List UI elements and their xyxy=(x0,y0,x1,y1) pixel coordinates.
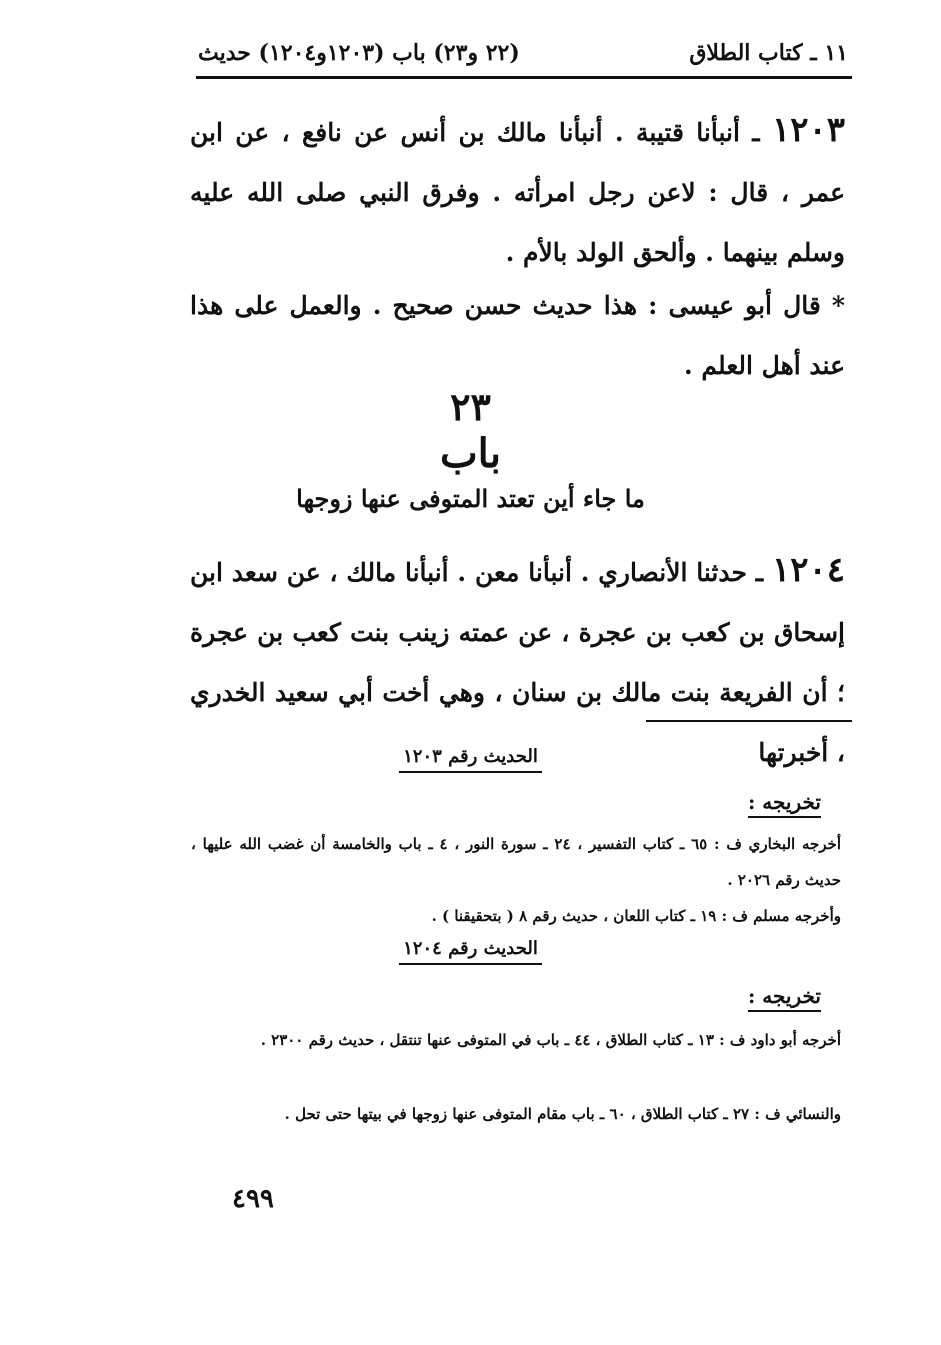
header-chapter: ١١ ـ كتاب الطلاق xyxy=(689,40,848,66)
page-number: ٤٩٩ xyxy=(232,1184,274,1214)
footnote-heading-text: الحديث رقم ١٢٠٣ xyxy=(399,746,542,773)
takhrij-label: تخريجه : xyxy=(748,984,821,1012)
running-header xyxy=(198,38,848,72)
chapter-bab: باب xyxy=(440,430,501,477)
hadith-number: ١٢٠٤ xyxy=(771,550,845,590)
footnote-line: أخرجه البخاري ف : ٦٥ ـ كتاب التفسير ، ٢٤ ـ سورة النور ، ٤ ـ باب والخامسة أن غضب الله عليها ، حديث رقم ٢٠٢٦ . xyxy=(191,835,841,889)
hadith-text: ـ أنبأنا قتيبة . أنبأنا مالك بن أنس عن نافع ، عن ابن عمر ، قال : لاعن رجل امرأته . وفرق النبي صلى الله عليه وسلم بينهما . وألحق الولد بالأم . xyxy=(190,118,845,267)
footnote-line: والنسائي ف : ٢٧ ـ كتاب الطلاق ، ٦٠ ـ باب مقام المتوفى عنها زوجها في بيتها حتى تحل . xyxy=(284,1105,841,1123)
footnote-heading-1203 xyxy=(0,746,941,767)
chapter-number: ٢٣ xyxy=(450,384,491,429)
footnote-rule xyxy=(646,720,852,722)
abu-isa-note xyxy=(190,276,845,396)
chapter-title: ما جاء أين تعتد المتوفى عنها زوجها xyxy=(296,484,645,513)
header-section-refs: (٢٢ و٢٣) باب (١٢٠٣و١٢٠٤) حديث xyxy=(198,40,520,66)
footnote-heading-1204 xyxy=(0,938,941,959)
footnote-line: وأخرجه مسلم ف : ١٩ ـ كتاب اللعان ، حديث رقم ٨ ( بتحقيقنا ) . xyxy=(431,907,841,925)
note-text: * قال أبو عيسى : هذا حديث حسن صحيح . والعمل على هذا عند أهل العلم . xyxy=(190,291,845,380)
footnote-line: أخرجه أبو داود ف : ١٣ ـ كتاب الطلاق ، ٤٤ ـ باب في المتوفى عنها تنتقل ، حديث رقم ٢٣٠٠ . xyxy=(260,1031,841,1049)
hadith-number: ١٢٠٣ xyxy=(771,110,845,150)
header-rule xyxy=(196,76,852,79)
footnote-heading-text: الحديث رقم ١٢٠٤ xyxy=(399,938,542,965)
hadith-text: ـ حدثنا الأنصاري . أنبأنا معن . أنبأنا مالك ، عن سعد ابن إسحاق بن كعب بن عجرة ، عن عمته زينب بنت كعب بن عجرة ؛ أن الفريعة بنت مالك بن سنان ، وهي أخت أبي سعيد الخدري ، أخبرتها xyxy=(190,558,845,767)
takhrij-label: تخريجه : xyxy=(748,790,821,818)
hadith-1203 xyxy=(190,100,845,283)
